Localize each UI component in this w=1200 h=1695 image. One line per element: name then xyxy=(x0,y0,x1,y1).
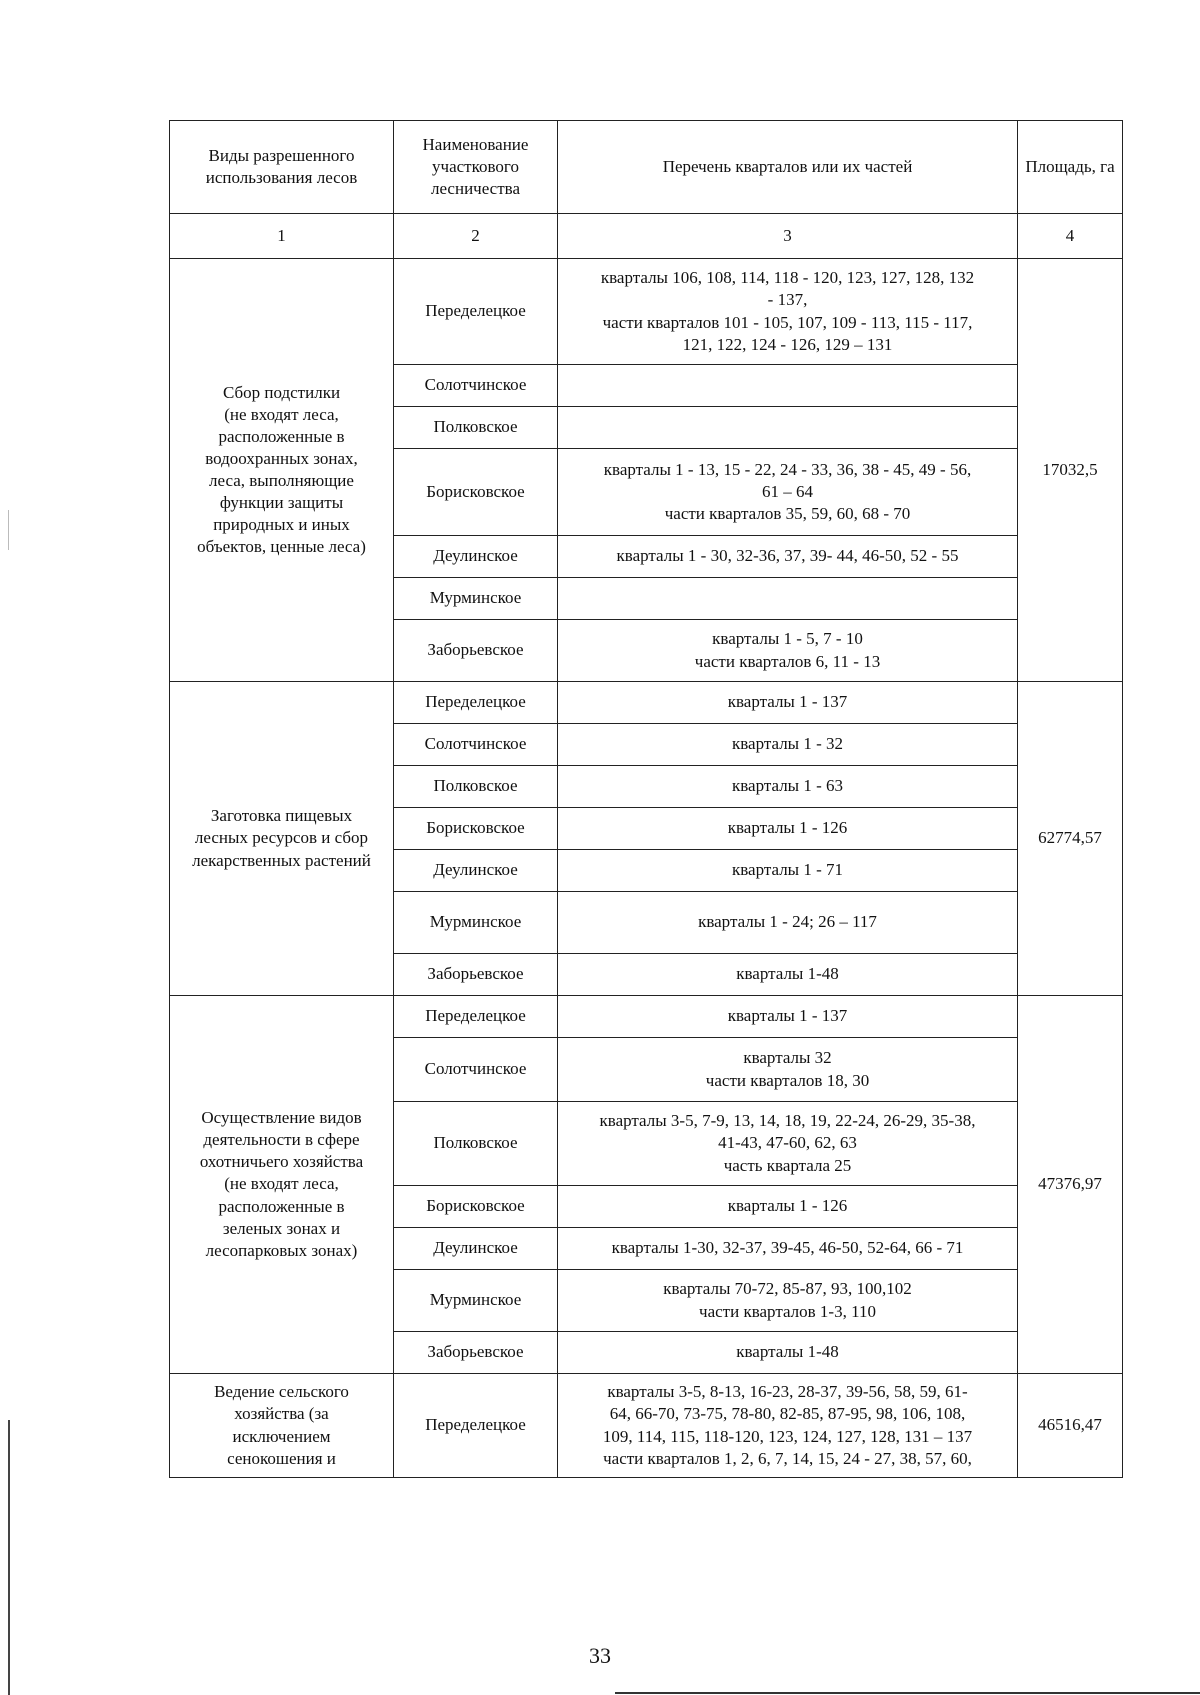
quarters-line: кварталы 1 - 13, 15 - 22, 24 - 33, 36, 38 - 45, 49 - 56, xyxy=(603,459,972,479)
quarters-cell xyxy=(558,1102,1018,1186)
area-cell: 46516,47 xyxy=(1018,1374,1123,1478)
use-type-line: зеленых зонах и xyxy=(222,1218,341,1238)
quarters-line: кварталы 1 - 30, 32-36, 37, 39- 44, 46-50, 52 - 55 xyxy=(616,546,959,566)
quarters-line: кварталы 70-72, 85-87, 93, 100,102 xyxy=(663,1279,912,1299)
page-number: 33 xyxy=(589,1643,611,1668)
table-body xyxy=(170,259,1123,1478)
header-use-type: Виды разрешенного использования лесов xyxy=(170,121,394,214)
use-type-line: объектов, ценные леса) xyxy=(197,537,366,557)
forestry-cell: Солотчинское xyxy=(394,724,558,766)
forestry-cell: Переделецкое xyxy=(394,996,558,1038)
quarters-line: кварталы 1 - 24; 26 – 117 xyxy=(698,912,877,932)
use-type-line: хозяйства (за xyxy=(234,1404,329,1424)
forestry-cell: Полковское xyxy=(394,407,558,449)
use-type-cell xyxy=(170,1374,394,1478)
use-type-line: (не входят леса, xyxy=(224,1174,339,1194)
forestry-cell: Переделецкое xyxy=(394,259,558,365)
use-type-line: расположенные в xyxy=(218,426,345,446)
use-type-line: функции защиты xyxy=(219,493,344,513)
forestry-cell: Солотчинское xyxy=(394,365,558,407)
quarters-line: кварталы 3-5, 7-9, 13, 14, 18, 19, 22-24, 26-29, 35-38, xyxy=(599,1111,976,1131)
header-quarters: Перечень кварталов или их частей xyxy=(558,121,1018,214)
quarters-cell xyxy=(558,1228,1018,1270)
quarters-cell xyxy=(558,1374,1018,1478)
quarters-cell xyxy=(558,1332,1018,1374)
use-type-line: природных и иных xyxy=(213,515,350,535)
quarters-cell xyxy=(558,682,1018,724)
quarters-line: кварталы 1 - 137 xyxy=(727,1006,848,1026)
quarters-line: кварталы 1 - 126 xyxy=(727,818,848,838)
quarters-line: 109, 114, 115, 118-120, 123, 124, 127, 128, 131 – 137 xyxy=(602,1426,973,1446)
use-type-cell xyxy=(170,259,394,682)
quarters-cell xyxy=(558,365,1018,407)
quarters-cell xyxy=(558,892,1018,954)
forestry-cell: Переделецкое xyxy=(394,682,558,724)
quarters-line: кварталы 1 - 63 xyxy=(731,776,844,796)
use-type-cell xyxy=(170,682,394,996)
forestry-cell: Борисковское xyxy=(394,449,558,536)
quarters-line: кварталы 3-5, 8-13, 16-23, 28-37, 39-56, 58, 59, 61- xyxy=(607,1382,968,1402)
forestry-cell: Мурминское xyxy=(394,578,558,620)
quarters-line: кварталы 1-48 xyxy=(736,1342,839,1362)
column-number: 3 xyxy=(558,214,1018,259)
use-type-cell xyxy=(170,996,394,1374)
quarters-cell xyxy=(558,954,1018,996)
quarters-line: кварталы 1-48 xyxy=(736,964,839,984)
table-header-row xyxy=(170,121,1123,214)
quarters-line: кварталы 1 - 126 xyxy=(727,1196,848,1216)
quarters-line: кварталы 1 - 137 xyxy=(727,692,848,712)
quarters-line: 41-43, 47-60, 62, 63 xyxy=(718,1133,857,1153)
column-number: 2 xyxy=(394,214,558,259)
use-type-line: деятельности в сфере xyxy=(203,1130,360,1150)
column-number: 4 xyxy=(1018,214,1123,259)
use-type-line: Осуществление видов xyxy=(201,1108,362,1128)
quarters-line: кварталы 32 xyxy=(743,1048,832,1068)
use-type-line: лекарственных растений xyxy=(192,850,371,870)
use-type-line: сенокошения и xyxy=(227,1448,336,1468)
use-type-line: расположенные в xyxy=(218,1196,345,1216)
quarters-cell xyxy=(558,1186,1018,1228)
scan-edge-mark xyxy=(8,510,9,550)
quarters-line: - 137, xyxy=(767,290,808,310)
table-row xyxy=(170,682,1123,724)
quarters-cell xyxy=(558,578,1018,620)
quarters-cell xyxy=(558,850,1018,892)
forestry-cell: Деулинское xyxy=(394,536,558,578)
forestry-cell: Заборьевское xyxy=(394,1332,558,1374)
use-type-line: охотничьего хозяйства xyxy=(199,1152,364,1172)
use-type-line: Ведение сельского xyxy=(214,1382,349,1402)
forestry-cell: Мурминское xyxy=(394,1270,558,1332)
use-type-line: Сбор подстилки xyxy=(222,382,341,402)
area-cell: 47376,97 xyxy=(1018,996,1123,1374)
forestry-cell: Деулинское xyxy=(394,850,558,892)
forestry-cell: Солотчинское xyxy=(394,1038,558,1102)
quarters-cell xyxy=(558,808,1018,850)
quarters-line: 121, 122, 124 - 126, 129 – 131 xyxy=(682,334,893,354)
quarters-cell xyxy=(558,407,1018,449)
quarters-cell xyxy=(558,259,1018,365)
forestry-cell: Мурминское xyxy=(394,892,558,954)
use-type-line: лесных ресурсов и сбор xyxy=(194,828,369,848)
forestry-cell: Борисковское xyxy=(394,808,558,850)
footer-line xyxy=(615,1692,1200,1694)
quarters-cell xyxy=(558,536,1018,578)
quarters-cell xyxy=(558,620,1018,682)
forestry-cell: Переделецкое xyxy=(394,1374,558,1478)
column-number-row xyxy=(170,214,1123,259)
area-cell: 17032,5 xyxy=(1018,259,1123,682)
area-cell: 62774,57 xyxy=(1018,682,1123,996)
quarters-cell xyxy=(558,449,1018,536)
table-row xyxy=(170,1374,1123,1478)
quarters-line: часть квартала 25 xyxy=(723,1155,852,1175)
forestry-cell: Заборьевское xyxy=(394,954,558,996)
column-number: 1 xyxy=(170,214,394,259)
use-type-line: (не входят леса, xyxy=(224,404,339,424)
table-row xyxy=(170,259,1123,365)
quarters-line: 64, 66-70, 73-75, 78-80, 82-85, 87-95, 98, 106, 108, xyxy=(609,1404,966,1424)
quarters-line: части кварталов 18, 30 xyxy=(705,1070,870,1090)
forestry-cell: Полковское xyxy=(394,766,558,808)
use-type-line: лесопарковых зонах) xyxy=(205,1240,358,1260)
header-forestry: Наименование участкового лесничества xyxy=(394,121,558,214)
quarters-line: кварталы 1 - 71 xyxy=(731,860,844,880)
header-area: Площадь, га xyxy=(1018,121,1123,214)
use-type-line: водоохранных зонах, xyxy=(205,448,358,468)
quarters-line: части кварталов 35, 59, 60, 68 - 70 xyxy=(664,504,911,524)
quarters-line: части кварталов 6, 11 - 13 xyxy=(694,651,881,671)
quarters-cell xyxy=(558,724,1018,766)
forest-use-table xyxy=(169,120,1123,1478)
forestry-cell: Полковское xyxy=(394,1102,558,1186)
use-type-line: леса, выполняющие xyxy=(209,471,354,490)
forestry-cell: Заборьевское xyxy=(394,620,558,682)
forestry-cell: Деулинское xyxy=(394,1228,558,1270)
forestry-cell: Борисковское xyxy=(394,1186,558,1228)
quarters-line: кварталы 106, 108, 114, 118 - 120, 123, 127, 128, 132 xyxy=(600,268,975,288)
quarters-cell xyxy=(558,996,1018,1038)
quarters-line: кварталы 1 - 5, 7 - 10 xyxy=(712,629,863,649)
quarters-line: части кварталов 1-3, 110 xyxy=(699,1301,876,1321)
quarters-line: кварталы 1 - 32 xyxy=(731,734,844,754)
use-type-line: исключением xyxy=(232,1426,331,1446)
quarters-line: 61 – 64 xyxy=(762,481,813,501)
use-type-line: Заготовка пищевых xyxy=(210,806,353,826)
quarters-line: части кварталов 101 - 105, 107, 109 - 113, 115 - 117, xyxy=(602,312,973,332)
quarters-line: кварталы 1-30, 32-37, 39-45, 46-50, 52-64, 66 - 71 xyxy=(611,1238,964,1258)
quarters-cell xyxy=(558,1270,1018,1332)
table-row xyxy=(170,996,1123,1038)
quarters-cell xyxy=(558,1038,1018,1102)
quarters-line: части кварталов 1, 2, 6, 7, 14, 15, 24 - 27, 38, 57, 60, xyxy=(603,1448,972,1468)
quarters-cell xyxy=(558,766,1018,808)
